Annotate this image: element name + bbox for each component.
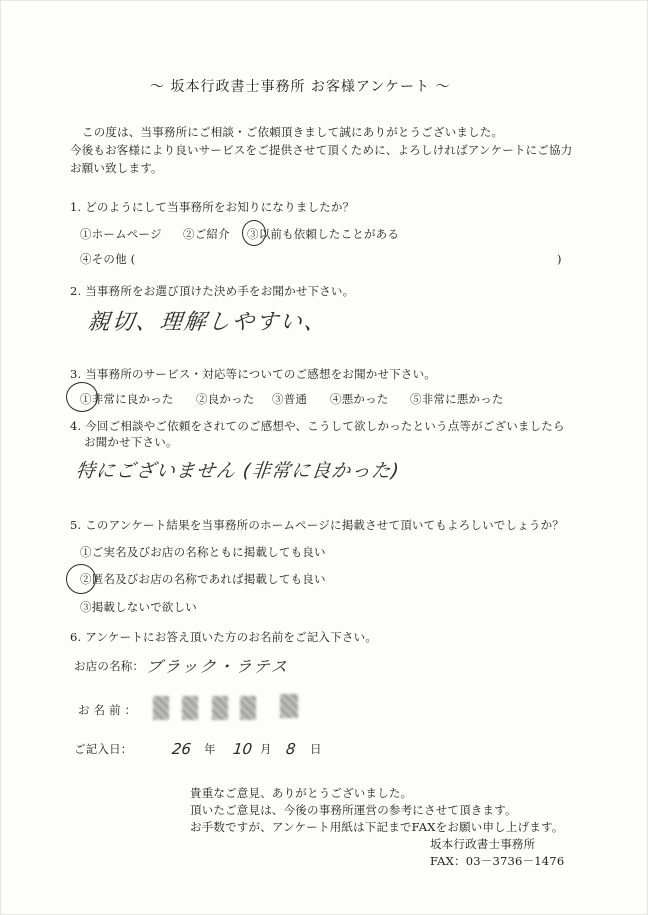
- date-label: ご記入日：: [74, 742, 133, 756]
- q1-option-other-close: ): [557, 252, 562, 266]
- shop-name-label: お店の名称：: [74, 659, 145, 673]
- redacted-char-1: [153, 696, 169, 720]
- q2-question: 2. 当事務所をお選び頂けた決め手をお聞かせ下さい。: [70, 284, 355, 298]
- date-year-value: 26: [171, 740, 193, 758]
- redacted-char-5: [280, 694, 298, 718]
- q3-selected-circle: [66, 382, 98, 412]
- shop-name-value: ブラック・ラテス: [144, 657, 290, 676]
- date-month-value: 10: [232, 740, 254, 758]
- fax-number: FAX：03－3736－1476: [430, 854, 565, 868]
- intro-line-1: この度は、当事務所にご相談・ご依頼頂きまして誠にありがとうございました。: [82, 125, 504, 139]
- q3-option-5: ⑤非常に悪かった: [410, 392, 504, 406]
- q2-handwritten-answer: 親切、理解しやすい、: [86, 310, 330, 335]
- closing-line-1: 貴重なご意見、ありがとうございました。: [190, 786, 413, 800]
- q4-question-line-2: お聞かせ下さい。: [84, 435, 178, 449]
- closing-line-3: お手数ですが、アンケート用紙は下記までFAXをお願い申し上げます。: [190, 820, 564, 834]
- q1-option-other: ④その他 (: [80, 252, 136, 266]
- date-day-value: 8: [285, 740, 297, 758]
- redacted-char-4: [240, 696, 256, 720]
- redacted-char-3: [212, 696, 228, 720]
- q3-option-4: ④悪かった: [330, 392, 389, 406]
- q1-option-3: ③以前も依頼したことがある: [247, 227, 400, 241]
- q5-selected-circle: [66, 564, 96, 594]
- q3-option-3: ③普通: [272, 392, 308, 406]
- q1-question: 1. どのようにして当事務所をお知りになりましたか？: [70, 200, 355, 214]
- q3-option-1: ①非常に良かった: [80, 392, 174, 406]
- q1-option-1: ①ホームページ: [80, 227, 162, 241]
- q1-option-2: ②ご紹介: [183, 227, 230, 241]
- q3-option-2: ②良かった: [196, 392, 255, 406]
- office-name: 坂本行政書士事務所: [430, 837, 536, 851]
- q5-option-1: ①ご実名及びお店の名称ともに掲載しても良い: [80, 545, 326, 559]
- q6-question: 6. アンケートにお答え頂いた方のお名前をご記入下さい。: [70, 630, 378, 644]
- redacted-char-2: [182, 696, 198, 720]
- q3-question: 3. 当事務所のサービス・対応等についてのご感想をお聞かせ下さい。: [70, 367, 436, 381]
- q4-question-line-1: 4. 今回ご相談やご依頼をされてのご感想や、こうして欲しかったという点等がございましたら: [70, 419, 565, 433]
- closing-line-2: 頂いたご意見は、今後の事務所運営の参考にさせて頂きます。: [190, 803, 517, 817]
- q5-option-2: ②匿名及びお店の名称であれば掲載しても良い: [80, 572, 326, 586]
- q1-selected-circle: [242, 220, 266, 246]
- q5-question: 5. このアンケート結果を当事務所のホームページに掲載させて頂いてもよろしいでしょうか？: [70, 518, 565, 532]
- page-title: 〜 坂本行政書士事務所 お客様アンケート 〜: [150, 79, 451, 95]
- customer-name-label: お 名 前 ：: [78, 703, 137, 717]
- date-month-unit: 月: [260, 742, 272, 756]
- intro-line-3: お願い致します。: [70, 161, 163, 175]
- date-year-unit: 年: [204, 742, 216, 756]
- q5-option-3: ③掲載しないで欲しい: [80, 600, 197, 614]
- date-day-unit: 日: [310, 742, 322, 756]
- intro-line-2: 今後もお客様により良いサービスをご提供させて頂くために、よろしければアンケートにご協力: [70, 143, 573, 157]
- q4-handwritten-answer: 特にございません (非常に良かった): [74, 460, 401, 482]
